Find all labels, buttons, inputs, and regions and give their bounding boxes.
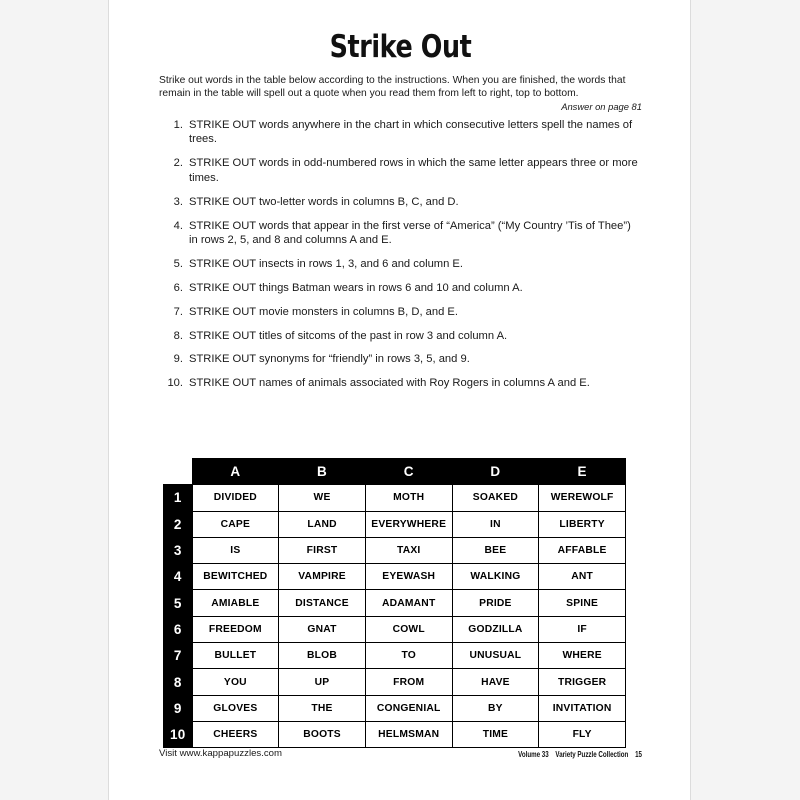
grid-cell-b3[interactable]: FIRST xyxy=(279,537,366,563)
instruction-text: STRIKE OUT words in odd-numbered rows in which the same letter appears three or more times. xyxy=(189,157,638,184)
grid-cell-b8[interactable]: UP xyxy=(279,669,366,695)
grid-row xyxy=(164,590,626,616)
grid-row-number: 4 xyxy=(164,564,193,590)
grid-column-header-b: B xyxy=(279,459,366,485)
grid-column-header-d: D xyxy=(452,459,539,485)
grid-row-number: 5 xyxy=(164,590,193,616)
grid-cell-c9[interactable]: CONGENIAL xyxy=(365,695,452,721)
instruction-number: 1. xyxy=(173,119,183,131)
grid-row xyxy=(164,485,626,511)
footer-collection-name: Variety Puzzle Collection xyxy=(555,749,629,759)
instruction-item xyxy=(167,376,639,390)
page-title: Strike Out xyxy=(329,29,472,65)
instruction-number: 8. xyxy=(173,329,183,342)
grid-cell-c2[interactable]: EVERYWHERE xyxy=(365,511,452,537)
instruction-number: 6. xyxy=(173,281,183,294)
instruction-item xyxy=(167,118,639,147)
grid-cell-a9[interactable]: GLOVES xyxy=(192,695,279,721)
grid-cell-d5[interactable]: PRIDE xyxy=(452,590,539,616)
instruction-item xyxy=(167,352,639,366)
grid-row-number: 1 xyxy=(164,485,193,511)
grid-row-number: 7 xyxy=(164,643,193,669)
instruction-number: 4. xyxy=(173,219,183,232)
grid-cell-a6[interactable]: FREEDOM xyxy=(192,616,279,642)
page-content-area xyxy=(159,0,642,800)
grid-cell-e10[interactable]: FLY xyxy=(539,721,626,747)
grid-cell-b4[interactable]: VAMPIRE xyxy=(279,564,366,590)
grid-cell-c4[interactable]: EYEWASH xyxy=(365,564,452,590)
grid-cell-a4[interactable]: BEWITCHED xyxy=(192,564,279,590)
grid-cell-b9[interactable]: THE xyxy=(279,695,366,721)
instruction-text: STRIKE OUT words anywhere in the chart in which consecutive letters spell the names of trees. xyxy=(189,119,633,146)
grid-cell-e8[interactable]: TRIGGER xyxy=(539,669,626,695)
instruction-number: 7. xyxy=(173,305,183,318)
grid-row xyxy=(164,537,626,563)
grid-row-number: 9 xyxy=(164,695,193,721)
instruction-number: 3. xyxy=(173,195,183,208)
grid-cell-a5[interactable]: AMIABLE xyxy=(192,590,279,616)
puzzle-grid xyxy=(163,458,626,748)
grid-cell-c1[interactable]: MOTH xyxy=(365,485,452,511)
instruction-item xyxy=(167,281,639,295)
instruction-number: 5. xyxy=(173,257,183,270)
grid-cell-c5[interactable]: ADAMANT xyxy=(365,590,452,616)
instruction-item xyxy=(167,305,639,319)
grid-column-header-c: C xyxy=(365,459,452,485)
grid-cell-b6[interactable]: GNAT xyxy=(279,616,366,642)
grid-corner-cell xyxy=(164,459,193,485)
puzzle-grid-container xyxy=(163,458,626,748)
instruction-text: STRIKE OUT words that appear in the first verse of “America” (“My Country ’Tis of Thee”) in rows 2, 5, and 8 and columns A and E. xyxy=(189,219,631,246)
grid-cell-e2[interactable]: LIBERTY xyxy=(539,511,626,537)
grid-cell-a2[interactable]: CAPE xyxy=(192,511,279,537)
grid-cell-e5[interactable]: SPINE xyxy=(539,590,626,616)
page-footer xyxy=(159,748,642,762)
grid-row xyxy=(164,695,626,721)
grid-cell-b1[interactable]: WE xyxy=(279,485,366,511)
instruction-text: STRIKE OUT movie monsters in columns B, D, and E. xyxy=(189,305,459,318)
instruction-text: STRIKE OUT synonyms for “friendly” in rows 3, 5, and 9. xyxy=(189,353,470,366)
grid-cell-e4[interactable]: ANT xyxy=(539,564,626,590)
grid-cell-a8[interactable]: YOU xyxy=(192,669,279,695)
instruction-item xyxy=(167,195,639,209)
grid-cell-d7[interactable]: UNUSUAL xyxy=(452,643,539,669)
grid-cell-e9[interactable]: INVITATION xyxy=(539,695,626,721)
instruction-number: 2. xyxy=(173,157,183,170)
grid-cell-c3[interactable]: TAXI xyxy=(365,537,452,563)
answer-reference-note: Answer on page 81 xyxy=(561,101,642,112)
footer-volume: Volume 33 xyxy=(518,749,549,759)
grid-cell-e6[interactable]: IF xyxy=(539,616,626,642)
instruction-list xyxy=(167,118,639,400)
grid-row xyxy=(164,669,626,695)
grid-row-number: 2 xyxy=(164,511,193,537)
grid-row-number: 10 xyxy=(164,721,193,747)
instruction-number: 10. xyxy=(167,377,183,390)
grid-cell-d6[interactable]: GODZILLA xyxy=(452,616,539,642)
grid-cell-a7[interactable]: BULLET xyxy=(192,643,279,669)
puzzle-page-sheet xyxy=(108,0,691,800)
instruction-text: STRIKE OUT insects in rows 1, 3, and 6 and column E. xyxy=(189,257,464,270)
grid-cell-e7[interactable]: WHERE xyxy=(539,643,626,669)
grid-cell-a10[interactable]: CHEERS xyxy=(192,721,279,747)
footer-publication-info xyxy=(513,749,642,759)
grid-cell-e3[interactable]: AFFABLE xyxy=(539,537,626,563)
grid-row-number: 3 xyxy=(164,537,193,563)
grid-row xyxy=(164,643,626,669)
grid-row xyxy=(164,721,626,747)
grid-cell-c6[interactable]: COWL xyxy=(365,616,452,642)
grid-cell-e1[interactable]: WEREWOLF xyxy=(539,485,626,511)
instruction-item xyxy=(167,257,639,271)
footer-page-number: 15 xyxy=(635,749,642,759)
grid-cell-b7[interactable]: BLOB xyxy=(279,643,366,669)
grid-cell-d1[interactable]: SOAKED xyxy=(452,485,539,511)
grid-column-header-e: E xyxy=(539,459,626,485)
instruction-number: 9. xyxy=(173,353,183,366)
grid-cell-d3[interactable]: BEE xyxy=(452,537,539,563)
grid-row xyxy=(164,616,626,642)
grid-cell-d2[interactable]: IN xyxy=(452,511,539,537)
grid-cell-d10[interactable]: TIME xyxy=(452,721,539,747)
grid-cell-c10[interactable]: HELMSMAN xyxy=(365,721,452,747)
instruction-item xyxy=(167,329,639,343)
grid-row xyxy=(164,564,626,590)
grid-cell-d8[interactable]: HAVE xyxy=(452,669,539,695)
grid-cell-c8[interactable]: FROM xyxy=(365,669,452,695)
grid-cell-d9[interactable]: BY xyxy=(452,695,539,721)
grid-cell-a3[interactable]: IS xyxy=(192,537,279,563)
grid-row-number: 6 xyxy=(164,616,193,642)
grid-header-row xyxy=(164,459,626,485)
grid-row xyxy=(164,511,626,537)
grid-cell-d4[interactable]: WALKING xyxy=(452,564,539,590)
instruction-item xyxy=(167,219,639,248)
instruction-item xyxy=(167,156,639,185)
instruction-text: STRIKE OUT names of animals associated with Roy Rogers in columns A and E. xyxy=(189,377,590,390)
instruction-text: STRIKE OUT things Batman wears in rows 6 and 10 and column A. xyxy=(189,281,523,294)
instruction-text: STRIKE OUT titles of sitcoms of the past in row 3 and column A. xyxy=(189,329,508,342)
instruction-text: STRIKE OUT two-letter words in columns B, C, and D. xyxy=(189,195,459,208)
grid-cell-a1[interactable]: DIVIDED xyxy=(192,485,279,511)
grid-cell-c7[interactable]: TO xyxy=(365,643,452,669)
grid-row-number: 8 xyxy=(164,669,193,695)
grid-column-header-a: A xyxy=(192,459,279,485)
grid-cell-b10[interactable]: BOOTS xyxy=(279,721,366,747)
intro-paragraph: Strike out words in the table below according to the instructions. When you are finished, the words that remain in the table will spell out a quote when you read them from left to right, top to bottom. xyxy=(159,75,626,100)
grid-cell-b5[interactable]: DISTANCE xyxy=(279,590,366,616)
grid-cell-b2[interactable]: LAND xyxy=(279,511,366,537)
footer-website-link[interactable]: Visit www.kappapuzzles.com xyxy=(159,748,282,759)
